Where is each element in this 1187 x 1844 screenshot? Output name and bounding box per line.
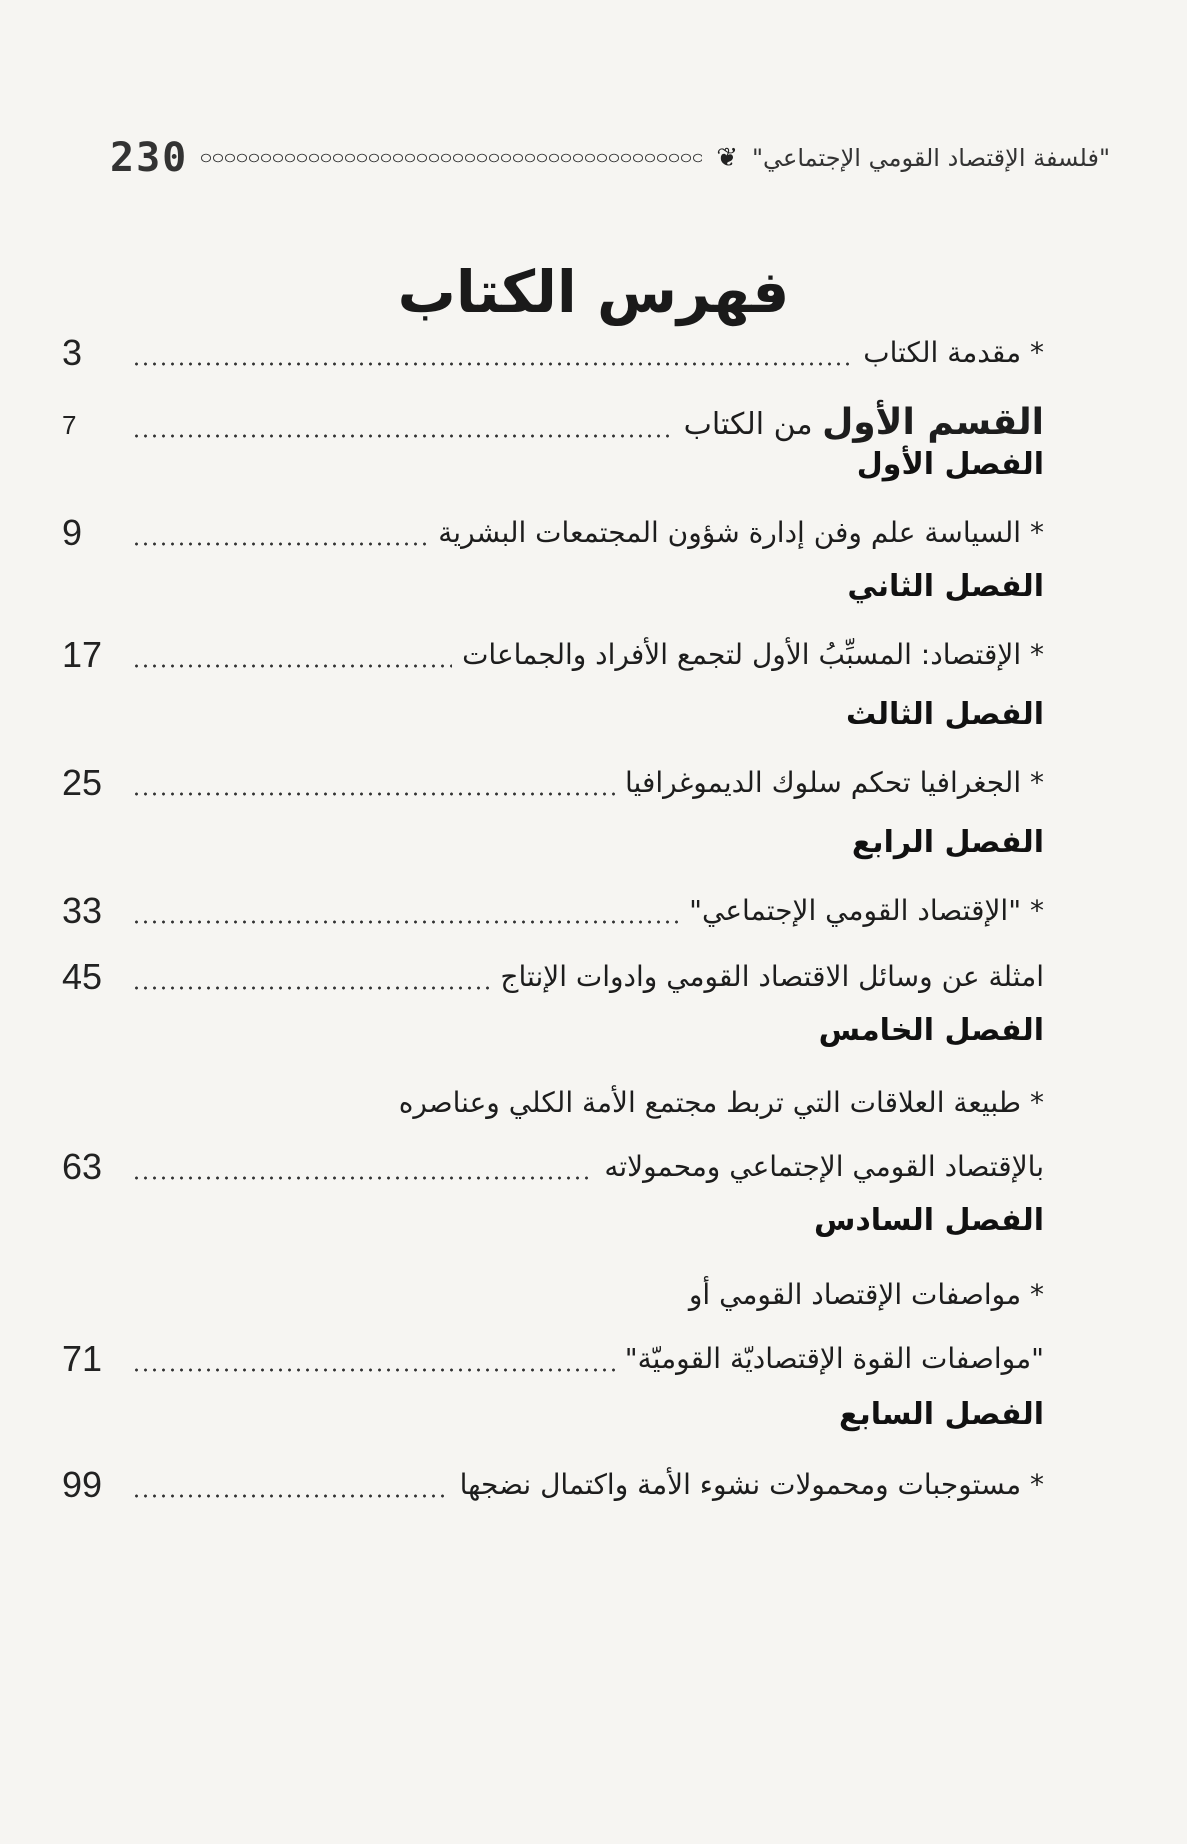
toc-page-number: 33: [62, 890, 103, 931]
dot-leader: [132, 434, 674, 438]
toc-entry-text: * مستوجبات ومحمولات نشوء الأمة واكتمال نضجها: [459, 1468, 1044, 1501]
toc-entry-5[interactable]: [62, 944, 1044, 1000]
toc-page-number: 9: [62, 512, 83, 553]
chapter-heading-7: الفصل السابع: [838, 1397, 1044, 1432]
toc-page-number: 63: [62, 1146, 103, 1187]
toc-page-number: 3: [62, 332, 83, 373]
dot-leader: [132, 1368, 615, 1372]
fleuron-icon: ❦: [716, 143, 738, 173]
toc-entry-text: * الجغرافيا تحكم سلوك الديموغرافيا: [624, 766, 1044, 799]
toc-entry-text: امثلة عن وسائل الاقتصاد القومي وادوات الإنتاج: [500, 960, 1044, 993]
chapter-heading-3: الفصل الثالث: [845, 697, 1044, 732]
toc-entry-text: "مواصفات القوة الإقتصاديّة القوميّة": [624, 1342, 1044, 1375]
dot-leader: [132, 362, 853, 366]
dot-leader: [132, 792, 615, 796]
toc-title: فهرس الكتاب: [397, 258, 790, 326]
toc-page-number: 17: [62, 634, 103, 675]
toc-page-number: 71: [62, 1338, 103, 1379]
toc-entry-4[interactable]: [62, 878, 1044, 934]
dot-leader: [132, 986, 490, 990]
dot-leader: [132, 542, 428, 546]
part-heading: القسم الأول: [822, 402, 1044, 443]
dot-leader: [132, 664, 452, 668]
chapter-heading-2: الفصل الثاني: [847, 569, 1044, 604]
toc-entry-6-line1[interactable]: [62, 1070, 1044, 1126]
chapter-heading-5: الفصل الخامس: [818, 1013, 1044, 1048]
toc-entry-text: * "الإقتصاد القومي الإجتماعي": [689, 894, 1044, 927]
dot-leader: [132, 1494, 450, 1498]
chapter-heading-1: الفصل الأول: [856, 447, 1044, 482]
part-heading-suffix: من الكتاب: [683, 407, 823, 442]
toc-page-number: 99: [62, 1464, 103, 1505]
toc-entry-7-line1[interactable]: [62, 1262, 1044, 1318]
chapter-heading-4: الفصل الرابع: [851, 825, 1044, 860]
page-number: 230: [110, 135, 189, 181]
toc-page-number: 45: [62, 956, 103, 997]
toc-entry-1[interactable]: [62, 500, 1044, 556]
toc-entry-3[interactable]: [62, 750, 1044, 806]
toc-entry-intro[interactable]: [62, 320, 1044, 376]
toc-entry-text: بالإقتصاد القومي الإجتماعي ومحمولاته: [604, 1150, 1044, 1183]
running-title: "فلسفة الإقتصاد القومي الإجتماعي": [751, 144, 1110, 172]
toc-entry-8[interactable]: [62, 1452, 1044, 1508]
toc-entry-text: * الإقتصاد: المسبِّبُ الأول لتجمع الأفراد والجماعات: [462, 638, 1044, 671]
toc-entry-6-line2[interactable]: [62, 1134, 1044, 1190]
toc-entry-7-line2[interactable]: [62, 1326, 1044, 1382]
dot-leader: [132, 1176, 594, 1180]
toc-entry-text: * مقدمة الكتاب: [863, 336, 1044, 369]
toc-entry-text: * مواصفات الإقتصاد القومي أو: [688, 1278, 1044, 1311]
toc-entry-text: * السياسة علم وفن إدارة شؤون المجتمعات البشرية: [438, 516, 1044, 549]
toc-entry-text: * طبيعة العلاقات التي تربط مجتمع الأمة الكلي وعناصره: [398, 1086, 1044, 1119]
toc-page-number: 25: [62, 762, 103, 803]
dot-leader: [132, 920, 679, 924]
chapter-heading-6: الفصل السادس: [813, 1203, 1044, 1238]
toc-entry-2[interactable]: [62, 622, 1044, 678]
toc-page-number: 7: [62, 410, 77, 440]
